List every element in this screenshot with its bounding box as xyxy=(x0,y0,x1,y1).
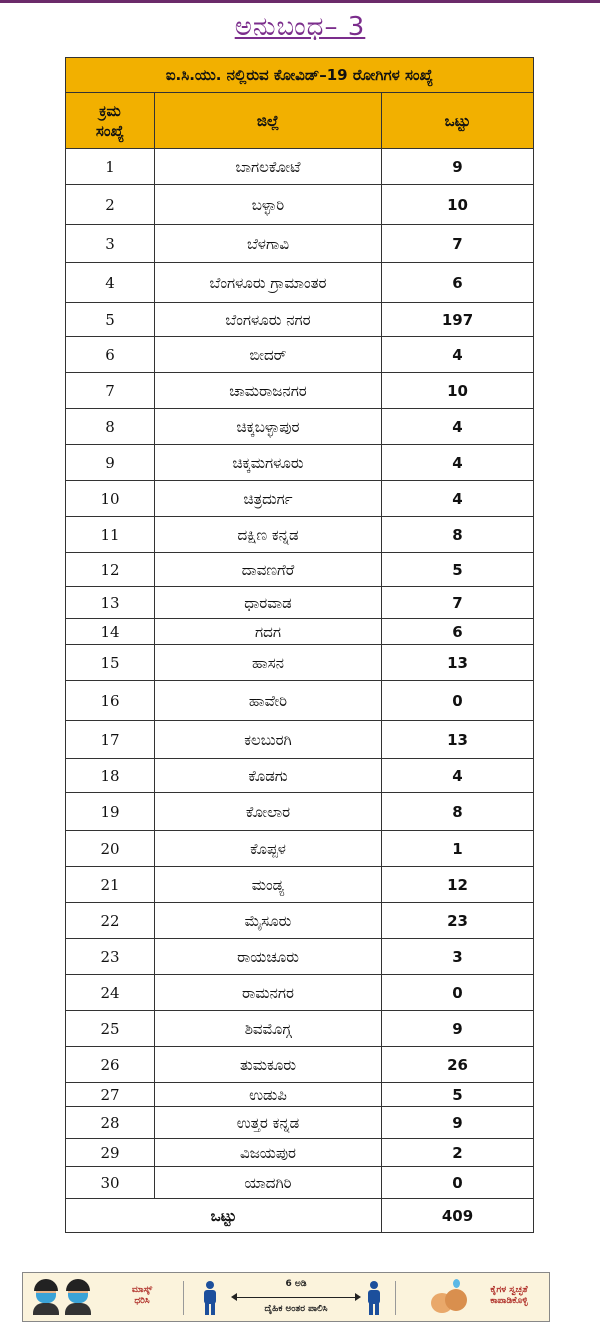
serial-cell: 12 xyxy=(66,553,155,587)
count-cell: 5 xyxy=(382,553,534,587)
mask-text-line2: ಧರಿಸಿ xyxy=(134,1296,150,1306)
count-cell: 7 xyxy=(382,587,534,619)
washing-hands-icon xyxy=(429,1279,473,1317)
serial-cell: 7 xyxy=(66,373,155,409)
serial-cell: 8 xyxy=(66,409,155,445)
serial-cell: 6 xyxy=(66,337,155,373)
serial-cell: 28 xyxy=(66,1107,155,1139)
table-row xyxy=(66,481,534,517)
serial-cell: 17 xyxy=(66,721,155,759)
table-row xyxy=(66,1107,534,1139)
serial-cell: 3 xyxy=(66,225,155,263)
district-cell: ಕೊಪ್ಪಳ xyxy=(155,831,382,867)
table-row xyxy=(66,759,534,793)
total-value: 409 xyxy=(382,1199,534,1233)
masked-person-icon xyxy=(33,1281,59,1315)
district-cell: ಕೊಡಗು xyxy=(155,759,382,793)
district-cell: ಯಾದಗಿರಿ xyxy=(155,1167,382,1199)
person-icon xyxy=(203,1281,217,1315)
masked-person-icon xyxy=(65,1281,91,1315)
table-row xyxy=(66,587,534,619)
table-row xyxy=(66,903,534,939)
district-cell: ರಾಯಚೂರು xyxy=(155,939,382,975)
serial-cell: 1 xyxy=(66,149,155,185)
count-cell: 10 xyxy=(382,185,534,225)
serial-cell: 14 xyxy=(66,619,155,645)
mask-text-line1: ಮಾಸ್ಕ್ xyxy=(131,1285,153,1295)
district-cell: ಚಿತ್ರದುರ್ಗ xyxy=(155,481,382,517)
serial-cell: 19 xyxy=(66,793,155,831)
serial-cell: 16 xyxy=(66,681,155,721)
serial-cell: 26 xyxy=(66,1047,155,1083)
district-cell: ಉತ್ತರ ಕನ್ನಡ xyxy=(155,1107,382,1139)
table-row xyxy=(66,619,534,645)
serial-cell: 20 xyxy=(66,831,155,867)
table-row xyxy=(66,303,534,337)
annexure-heading: ಅನುಬಂಧ– 3 xyxy=(234,12,366,42)
count-cell: 9 xyxy=(382,1107,534,1139)
table-body xyxy=(66,149,534,1199)
mask-text xyxy=(107,1285,177,1307)
table-row xyxy=(66,681,534,721)
district-cell: ಬಳ್ಳಾರಿ xyxy=(155,185,382,225)
district-cell: ಶಿವಮೊಗ್ಗ xyxy=(155,1011,382,1047)
count-cell: 2 xyxy=(382,1139,534,1167)
serial-cell: 9 xyxy=(66,445,155,481)
count-cell: 1 xyxy=(382,831,534,867)
district-cell: ಕಲಬುರಗಿ xyxy=(155,721,382,759)
district-cell: ಚಿಕ್ಕಬಳ್ಳಾಪುರ xyxy=(155,409,382,445)
divider xyxy=(183,1281,184,1315)
table-row xyxy=(66,793,534,831)
district-cell: ಚಿಕ್ಕಮಗಳೂರು xyxy=(155,445,382,481)
count-cell: 8 xyxy=(382,793,534,831)
count-cell: 4 xyxy=(382,337,534,373)
count-cell: 0 xyxy=(382,681,534,721)
count-cell: 13 xyxy=(382,645,534,681)
distance-text: ದೈಹಿಕ ಅಂತರ ಪಾಲಿಸಿ xyxy=(264,1304,328,1314)
district-cell: ಕೋಲಾರ xyxy=(155,793,382,831)
serial-cell: 4 xyxy=(66,263,155,303)
count-cell: 4 xyxy=(382,409,534,445)
count-cell: 0 xyxy=(382,975,534,1011)
serial-cell: 10 xyxy=(66,481,155,517)
count-cell: 4 xyxy=(382,759,534,793)
serial-cell: 21 xyxy=(66,867,155,903)
serial-cell: 27 xyxy=(66,1083,155,1107)
table-row xyxy=(66,1139,534,1167)
person-icon xyxy=(367,1281,381,1315)
district-cell: ತುಮಕೂರು xyxy=(155,1047,382,1083)
count-cell: 4 xyxy=(382,481,534,517)
total-label: ಒಟ್ಟು xyxy=(66,1199,382,1233)
serial-cell: 5 xyxy=(66,303,155,337)
table-title: ಐ.ಸಿ.ಯು. ನಲ್ಲಿರುವ ಕೋವಿಡ್–19 ರೋಗಿಗಳ ಸಂಖ್ಯೆ xyxy=(66,58,534,93)
table-row xyxy=(66,445,534,481)
header-total: ಒಟ್ಟು xyxy=(382,93,534,149)
table-row xyxy=(66,373,534,409)
double-arrow-icon xyxy=(233,1297,359,1298)
header-district: ಜಿಲ್ಲೆ xyxy=(155,93,382,149)
district-cell: ಗದಗ xyxy=(155,619,382,645)
serial-cell: 25 xyxy=(66,1011,155,1047)
count-cell: 9 xyxy=(382,149,534,185)
table-row xyxy=(66,939,534,975)
count-cell: 6 xyxy=(382,263,534,303)
district-cell: ಧಾರವಾಡ xyxy=(155,587,382,619)
hands-text xyxy=(471,1285,547,1307)
district-cell: ಮೈಸೂರು xyxy=(155,903,382,939)
serial-cell: 23 xyxy=(66,939,155,975)
count-cell: 5 xyxy=(382,1083,534,1107)
serial-cell: 15 xyxy=(66,645,155,681)
count-cell: 7 xyxy=(382,225,534,263)
table-row xyxy=(66,409,534,445)
serial-cell: 29 xyxy=(66,1139,155,1167)
table-row xyxy=(66,149,534,185)
safety-banner xyxy=(22,1272,550,1322)
count-cell: 3 xyxy=(382,939,534,975)
district-cell: ದಕ್ಷಿಣ ಕನ್ನಡ xyxy=(155,517,382,553)
district-cell: ರಾಮನಗರ xyxy=(155,975,382,1011)
header-serial-line2: ಸಂಖ್ಯೆ xyxy=(95,121,125,140)
table-row xyxy=(66,1083,534,1107)
table-row xyxy=(66,645,534,681)
count-cell: 197 xyxy=(382,303,534,337)
table-row xyxy=(66,831,534,867)
count-cell: 0 xyxy=(382,1167,534,1199)
table-row xyxy=(66,225,534,263)
header-serial-line1: ಕ್ರಮ xyxy=(99,101,121,120)
count-cell: 8 xyxy=(382,517,534,553)
top-rule xyxy=(0,0,600,3)
table-row xyxy=(66,1047,534,1083)
table-row xyxy=(66,1167,534,1199)
district-cell: ಬೆಂಗಳೂರು ಗ್ರಾಮಾಂತರ xyxy=(155,263,382,303)
distance-value: 6 ಅಡಿ xyxy=(285,1279,307,1289)
table-row xyxy=(66,1011,534,1047)
serial-cell: 30 xyxy=(66,1167,155,1199)
serial-cell: 11 xyxy=(66,517,155,553)
district-cell: ಮಂಡ್ಯ xyxy=(155,867,382,903)
count-cell: 9 xyxy=(382,1011,534,1047)
table-row xyxy=(66,185,534,225)
table-row xyxy=(66,553,534,587)
count-cell: 23 xyxy=(382,903,534,939)
district-cell: ಬಾಗಲಕೋಟೆ xyxy=(155,149,382,185)
table-row xyxy=(66,337,534,373)
divider xyxy=(395,1281,396,1315)
table-row xyxy=(66,517,534,553)
district-cell: ಬೆಂಗಳೂರು ನಗರ xyxy=(155,303,382,337)
count-cell: 12 xyxy=(382,867,534,903)
serial-cell: 2 xyxy=(66,185,155,225)
district-cell: ದಾವಣಗೆರೆ xyxy=(155,553,382,587)
district-cell: ಚಾಮರಾಜನಗರ xyxy=(155,373,382,409)
serial-cell: 24 xyxy=(66,975,155,1011)
district-cell: ಹಾಸನ xyxy=(155,645,382,681)
count-cell: 26 xyxy=(382,1047,534,1083)
count-cell: 6 xyxy=(382,619,534,645)
district-cell: ಬೆಳಗಾವಿ xyxy=(155,225,382,263)
hands-text-line2: ಕಾಪಾಡಿಕೊಳ್ಳಿ xyxy=(490,1296,528,1306)
serial-cell: 18 xyxy=(66,759,155,793)
district-cell: ಹಾವೇರಿ xyxy=(155,681,382,721)
serial-cell: 22 xyxy=(66,903,155,939)
table-row xyxy=(66,263,534,303)
count-cell: 10 xyxy=(382,373,534,409)
count-cell: 4 xyxy=(382,445,534,481)
icu-patients-table xyxy=(65,57,534,1233)
count-cell: 13 xyxy=(382,721,534,759)
table-row xyxy=(66,867,534,903)
table-row xyxy=(66,721,534,759)
table-row xyxy=(66,975,534,1011)
district-cell: ಉಡುಪಿ xyxy=(155,1083,382,1107)
district-cell: ಬೀದರ್ xyxy=(155,337,382,373)
serial-cell: 13 xyxy=(66,587,155,619)
header-serial xyxy=(66,93,155,149)
district-cell: ವಿಜಯಪುರ xyxy=(155,1139,382,1167)
hands-text-line1: ಕೈಗಳ ಸ್ವಚ್ಛತೆ xyxy=(490,1285,528,1295)
